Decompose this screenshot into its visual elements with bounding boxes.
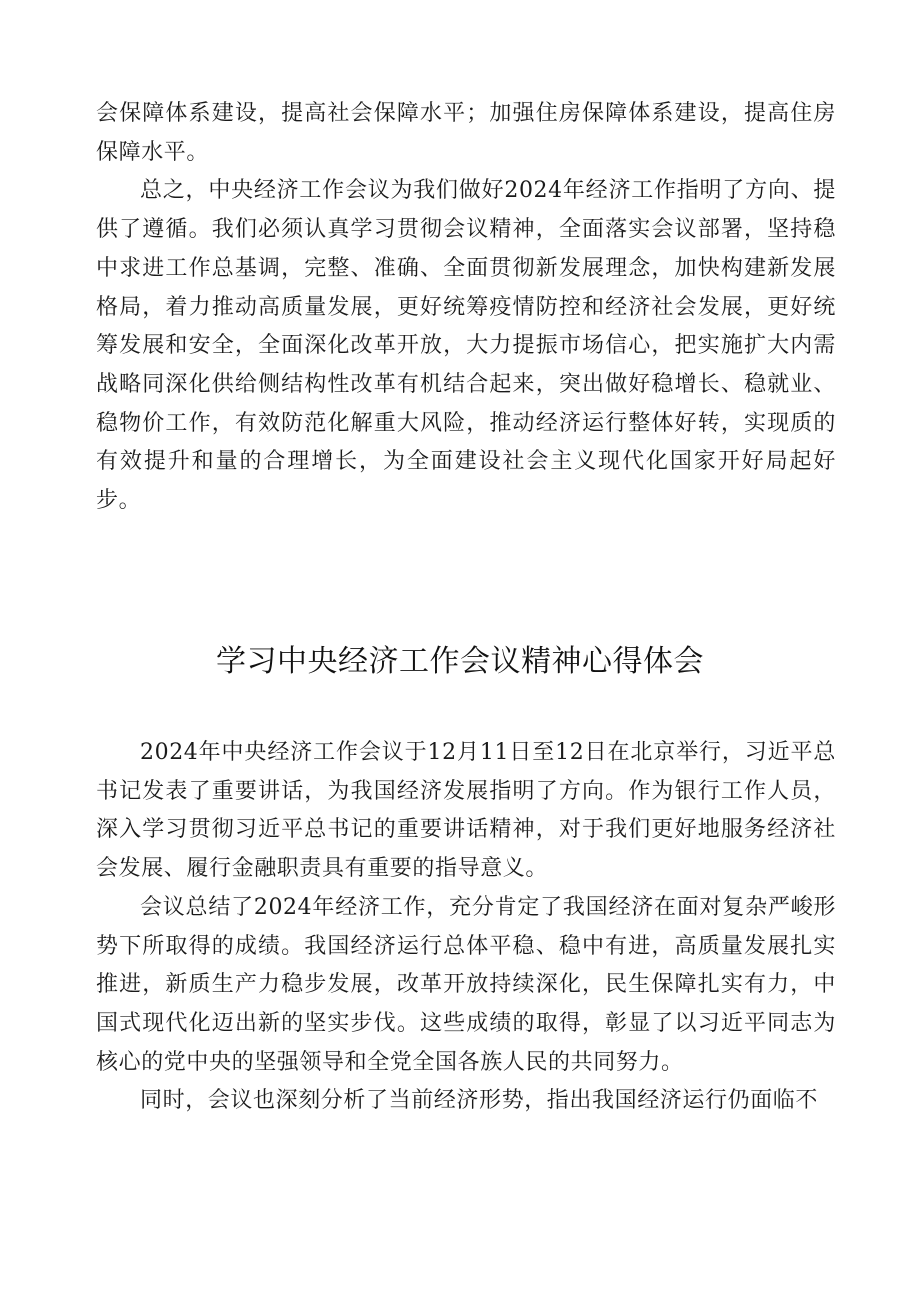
article-body xyxy=(96,734,836,1121)
paragraph-conclusion: 总之，中央经济工作会议为我们做好2024年经济工作指明了方向、提供了遵循。我们必须认真学习贯彻会议精神，全面落实会议部署，坚持稳中求进工作总基调，完整、准确、全面贯彻新发展理念，加快构建新发展格局，着力推动高质量发展，更好统筹疫情防控和经济社会发展，更好统筹发展和安全，全面深化改革开放，大力提振市场信心，把实施扩大内需战略同深化供给侧结构性改革有机结合起来，突出做好稳增长、稳就业、稳物价工作，有效防范化解重大风险，推动经济运行整体好转，实现质的有效提升和量的合理增长，为全面建设社会主义现代化国家开好局起好步。 xyxy=(96,178,836,514)
paragraph-continuation: 会保障体系建设，提高社会保障水平；加强住房保障体系建设，提高住房保障水平。 xyxy=(96,101,836,165)
paragraph-intro: 2024年中央经济工作会议于12月11日至12日在北京举行，习近平总书记发表了重要讲话，为我国经济发展指明了方向。作为银行工作人员，深入学习贯彻习近平总书记的重要讲话精神，对于我们更好地服务经济社会发展、履行金融职责具有重要的指导意义。 xyxy=(96,740,836,882)
article-title: 学习中央经济工作会议精神心得体会 xyxy=(216,644,704,679)
paragraph-analysis: 同时，会议也深刻分析了当前经济形势，指出我国经济运行仍面临不 xyxy=(140,1088,819,1114)
paragraph-summary: 会议总结了2024年经济工作，充分肯定了我国经济在面对复杂严峻形势下所取得的成绩。我国经济运行总体平稳、稳中有进，高质量发展扎实推进，新质生产力稳步发展，改革开放持续深化，民生保障扎实有力，中国式现代化迈出新的坚实步伐。这些成绩的取得，彰显了以习近平同志为核心的党中央的坚强领导和全党全国各族人民的共同努力。 xyxy=(96,894,836,1075)
previous-article-conclusion xyxy=(96,95,836,521)
